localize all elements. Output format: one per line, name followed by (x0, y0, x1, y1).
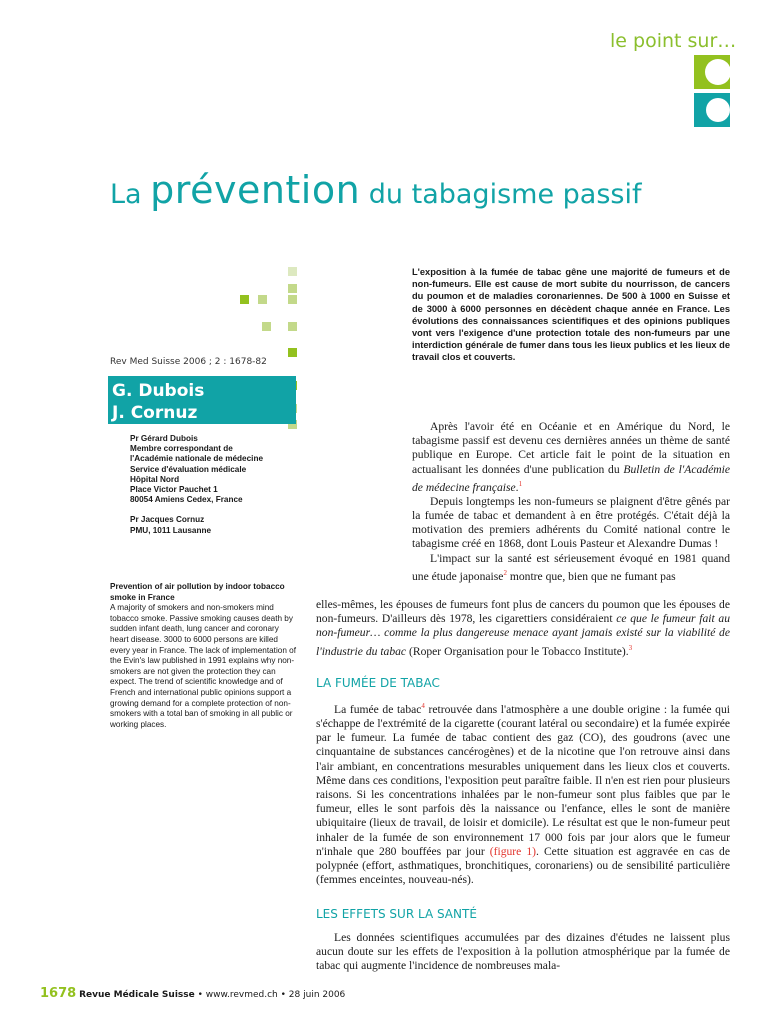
english-abstract (110, 582, 298, 730)
figure-link[interactable]: (figure 1) (489, 844, 537, 858)
journal-reference: Rev Med Suisse 2006 ; 2 : 1678-82 (110, 357, 267, 367)
website-link[interactable]: www.revmed.ch (205, 990, 278, 1000)
author-name: J. Cornuz (112, 403, 198, 423)
body-paragraph: La fumée de tabac$^4$ retrouvée dans l'atmosphère a une double origine : la fumée qui s'échappe de l'extrémité de la cigarette (courant latéral ou secondaire) et la fumée expirée par le fumeur. La fumée de tabac contient des gaz (CO), des goudrons (avec une cinquantaine de substances cancérogènes) et de la nicotine que l'on retrouve ainsi dans l'air ambiant, en concentrations mesurables uniquement dans les lieux clos et couverts. Même dans ces conditions, l'exposition peut paraître faible. Il n'en est rien pour plusieurs raisons. Si les concentrations inhalées par le non-fumeur sont plus faibles que par le fumeur, elles le sont parfois dès la naissance ou l'enfance, elles le sont de manière ubiquitaire (lieux de travail, de loisir et domicile). Le résultat est que le non-fumeur peut inhaler de la fumée de son environnement 17 000 fois par jour alors que le fumeur n'inhale que 280 bouffées par jour (figure 1). Cette situation est aggravée en cas de polypnée (effort, asthmatiques, bronchitiques, coronariens) ou de sensibilité particulière (femmes enceintes, nouveau-nés). (316, 701, 730, 887)
article-title: La prévention du tabagisme passif (110, 168, 642, 212)
body-column-upper (412, 420, 730, 584)
section-logo-icon (694, 55, 730, 127)
body-paragraph: Les données scientifiques accumulées par des dizaines d'études ne laissent plus aucun doute sur les effets de l'exposition à la pollution atmosphérique par la fumée de tabac qui augmente l'incidence de nombreuses mala- (316, 930, 730, 972)
journal-name: Revue Médicale Suisse (79, 990, 195, 1000)
author-name: G. Dubois (112, 381, 205, 401)
body-paragraph: elles-mêmes, les épouses de fumeurs font plus de cancers du poumon que les épouses de non-fumeurs. D'ailleurs dès 1978, les cigarettiers considéraient ce que le fumeur fait au non-fumeur… comme la plus dangereuse menace ayant jamais existé sur la viabilité de l'industrie du tabac (Roper Organisation pour le Tobacco Institute).$^3$ (316, 598, 730, 658)
section-heading: LA FUMÉE DE TABAC (316, 675, 440, 690)
section-heading: LES EFFETS SUR LA SANTÉ (316, 907, 477, 922)
issue-date: 28 juin 2006 (288, 990, 346, 1000)
author-affiliations: Pr Gérard Dubois Membre correspondant de l'Académie nationale de médecine Service d'évaluation médicale Hôpital Nord Place Victor Pauchet 1 80054 Amiens Cedex, France Pr Jacques Cornuz PMU, 1011 Lausanne (130, 434, 263, 535)
section-label: le point sur… (610, 30, 737, 52)
body-column-wide (316, 598, 730, 973)
body-paragraph: L'impact sur la santé est sérieusement évoqué en 1981 quand une étude japonaise$^2$ montre que, bien que ne fumant pas (412, 551, 730, 583)
body-paragraph: Après l'avoir été en Océanie et en Amérique du Nord, le tabagisme passif est devenu ces dernières années un thème de santé publique en Europe. Cet article fait le point de la situation en actualisant les données d'une publication du Bulletin de l'Académie de médecine française.$^1$ (412, 420, 730, 494)
abstract-title: Prevention of air pollution by indoor tobacco smoke in France (110, 582, 285, 602)
body-paragraph: Depuis longtemps les non-fumeurs se plaignent d'être gênés par la fumée de tabac et demandent à en être protégés. C'était déjà la motivation des premiers adhérents du Comité national contre le tabagisme créé en 1868, dont Louis Pasteur et Alexandre Dumas ! (412, 494, 730, 551)
page-number: 1678 (40, 986, 77, 1001)
abstract-text: A majority of smokers and non-smokers mind tobacco smoke. Passive smoking causes death by sudden infant death, lung cancer and coronary heart disease. 3000 to 6000 persons are killed every year in France. The lack of implementation of the Evin's law published in 1991 explains why non-smokers are not given the protection they can expect. The trend of scientific knowledge and of French and international public opinions support a growing demand for a complete protection of non-smokers with a total ban of smoking in all public or working places. (110, 603, 296, 729)
french-abstract: L'exposition à la fumée de tabac gêne une majorité de fumeurs et de non-fumeurs. Elle est cause de mort subite du nourrisson, de cancers du poumon et de maladies coronariennes. De 500 à 1000 en Suisse et de 3000 à 6000 personnes en décèdent chaque année en France. Les évolutions des connaissances scientifiques et des opinions publiques vont vers l'exigence d'une protection totale des non-fumeurs par une interdiction générale de fumer dans tous les lieux publics et les lieux de travail clos et couverts. (412, 267, 730, 363)
authors-box (108, 376, 296, 424)
page-footer: 1678 Revue Médicale Suisse • www.revmed.ch • 28 juin 2006 (40, 986, 346, 1001)
